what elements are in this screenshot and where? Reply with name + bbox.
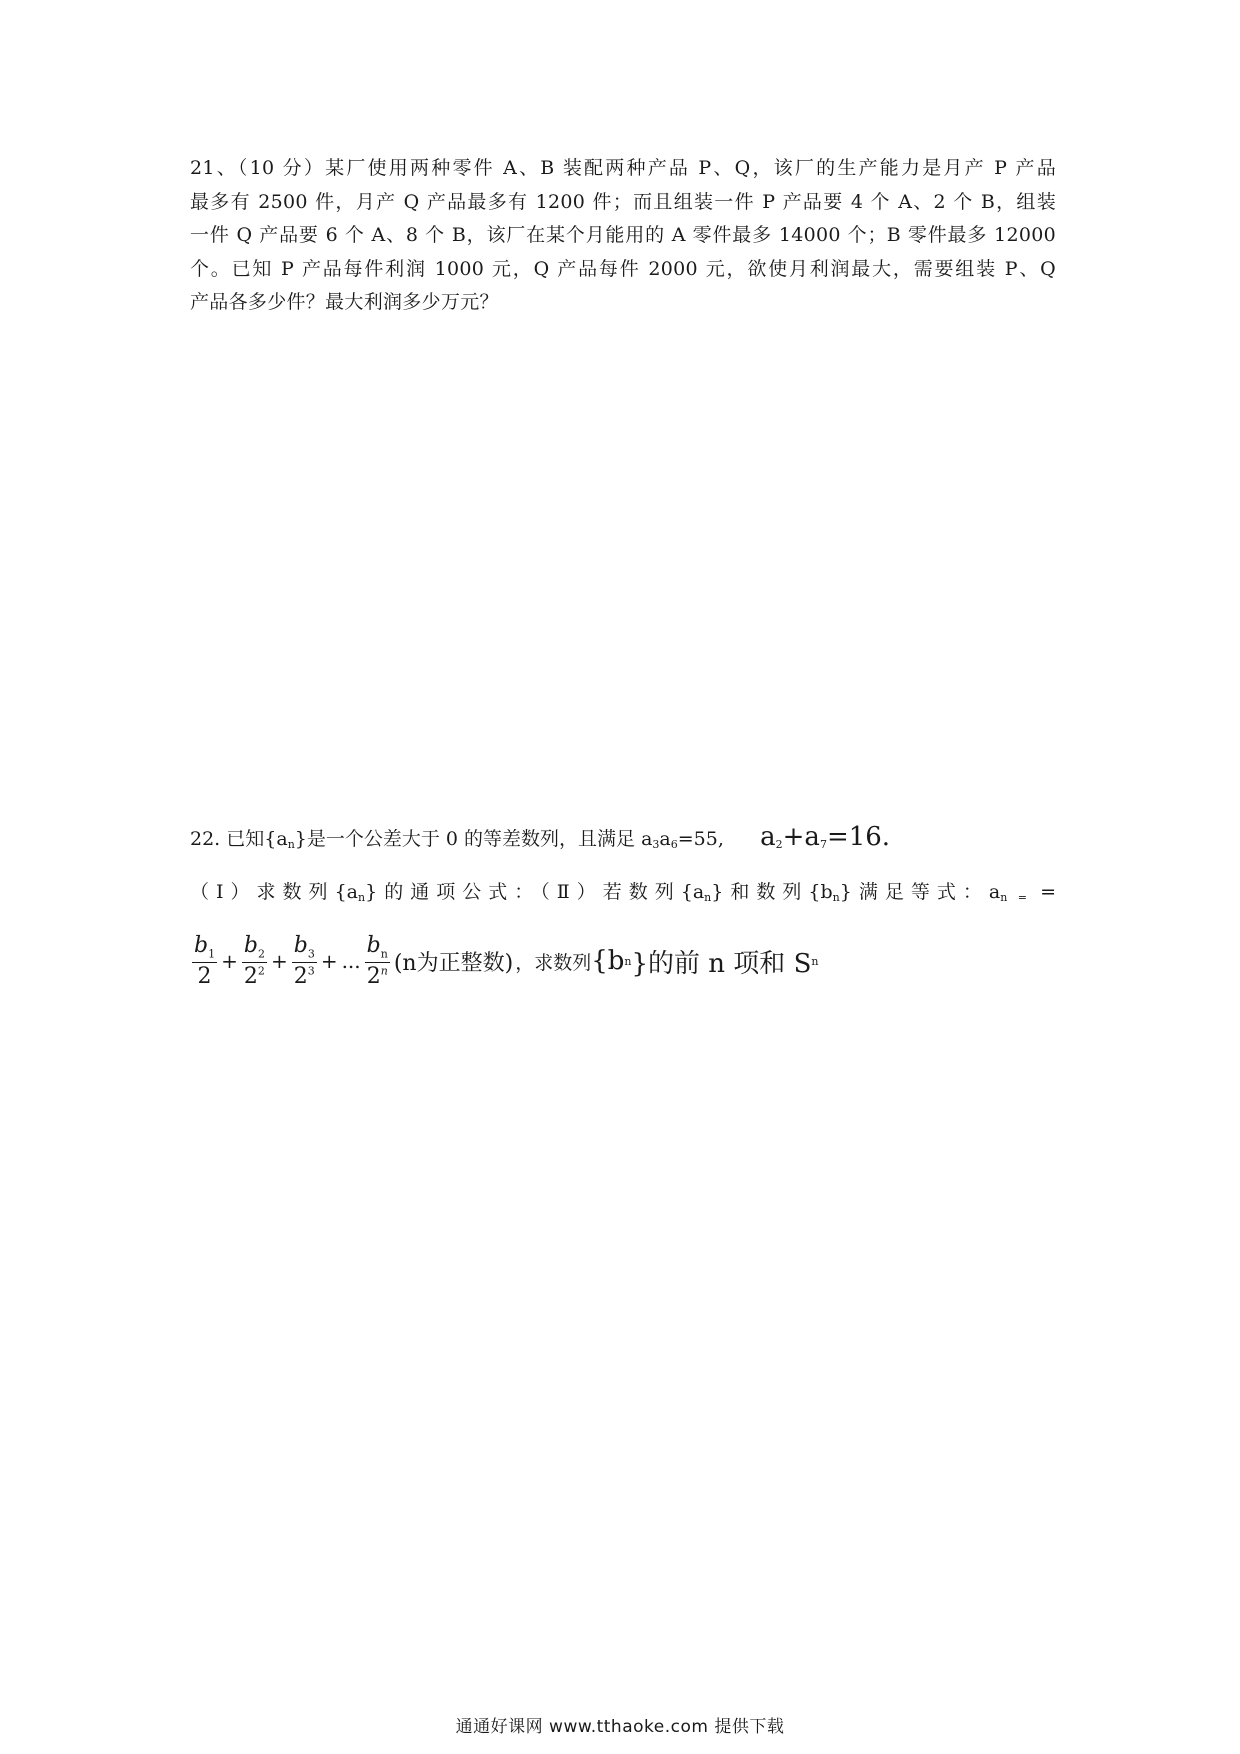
denominator-exponent: 3 bbox=[307, 964, 315, 978]
plus-sign: + bbox=[270, 949, 288, 974]
subscript: 6 bbox=[670, 838, 678, 851]
denominator: 2 bbox=[197, 963, 212, 989]
formula-condition: (n为正整数) bbox=[393, 950, 514, 976]
text-run: }满足等式：a bbox=[839, 881, 1001, 903]
subscript: 2 bbox=[775, 838, 783, 851]
text-run: +a bbox=[782, 822, 820, 852]
plus-sign: + bbox=[221, 949, 238, 974]
text-run: }的通项公式：（Ⅱ）若数列{a bbox=[365, 881, 705, 903]
spacer bbox=[724, 828, 760, 850]
text-run: =16. bbox=[826, 822, 891, 852]
denominator: 2 bbox=[366, 963, 381, 989]
problem-22-statement bbox=[190, 822, 1056, 852]
subscript: n bbox=[358, 891, 366, 904]
numerator-subscript: 1 bbox=[208, 947, 216, 961]
text-run: }是一个公差大于 0 的等差数列，且满足 a bbox=[294, 828, 653, 850]
problem-21-line-5: 产品各多少件？最大利润多少万元？ bbox=[190, 291, 499, 313]
subscript: n = bbox=[1000, 891, 1028, 904]
subscript: n bbox=[704, 891, 712, 904]
text-run: 22. 已知{a bbox=[190, 828, 288, 850]
ellipsis: ... bbox=[341, 949, 361, 974]
problem-21-line-2: 最多有 2500 件，月产 Q 产品最多有 1200 件；而且组装一件 P 产品要 4 个 A、2 个 B，组装 bbox=[190, 190, 1056, 213]
numerator: b bbox=[243, 933, 258, 958]
numerator: b bbox=[194, 933, 209, 958]
problem-21-line-1: 21、（10 分）某厂使用两种零件 A、B 装配两种产品 P、Q，该厂的生产能力是月产 P 产品 bbox=[190, 157, 1056, 179]
denominator-exponent: 2 bbox=[257, 964, 265, 978]
text-run: }的前 n 项和 S bbox=[631, 948, 812, 979]
denominator: 2 bbox=[293, 963, 308, 989]
text-run: {b bbox=[591, 946, 625, 977]
subscript: n bbox=[832, 891, 840, 904]
text-run: a bbox=[760, 822, 776, 852]
fraction-n bbox=[365, 934, 390, 988]
subscript: 7 bbox=[819, 838, 827, 851]
text-run: ，求数列 bbox=[515, 951, 592, 974]
problem-21-line-4: 个。已知 P 产品每件利润 1000 元，Q 产品每件 2000 元，欲使月利润最大，需要组装 P、Q bbox=[190, 257, 1056, 280]
subscript: 3 bbox=[652, 838, 660, 851]
numerator: b bbox=[366, 933, 381, 958]
fraction-3 bbox=[292, 934, 317, 988]
denominator: 2 bbox=[243, 963, 258, 989]
problem-22-formula bbox=[190, 934, 818, 988]
text-run: a bbox=[659, 828, 671, 850]
plus-sign: + bbox=[320, 949, 338, 974]
footer-credit: 通通好课网 www.tthaoke.com 提供下载 bbox=[455, 1717, 785, 1737]
numerator-subscript: 2 bbox=[257, 947, 265, 961]
fraction-1 bbox=[192, 934, 217, 988]
problem-21 bbox=[190, 152, 1056, 320]
problem-22-parts bbox=[190, 877, 1056, 904]
text-run: =55, bbox=[677, 828, 724, 850]
numerator: b bbox=[293, 933, 308, 958]
text-run: （Ⅰ）求数列{a bbox=[190, 881, 358, 903]
subscript: n bbox=[624, 954, 632, 968]
fraction-2 bbox=[242, 934, 267, 988]
subscript: n bbox=[811, 954, 819, 968]
subscript: n bbox=[287, 838, 295, 851]
denominator-exponent: n bbox=[380, 964, 388, 978]
problem-21-line-3: 一件 Q 产品要 6 个 A、8 个 B，该厂在某个月能用的 A 零件最多 14000 个；B 零件最多 12000 bbox=[190, 224, 1056, 246]
numerator-subscript: 3 bbox=[307, 947, 315, 961]
text-run: }和数列{b bbox=[711, 881, 833, 903]
text-run: = bbox=[1027, 881, 1057, 903]
numerator-subscript: n bbox=[380, 947, 388, 961]
